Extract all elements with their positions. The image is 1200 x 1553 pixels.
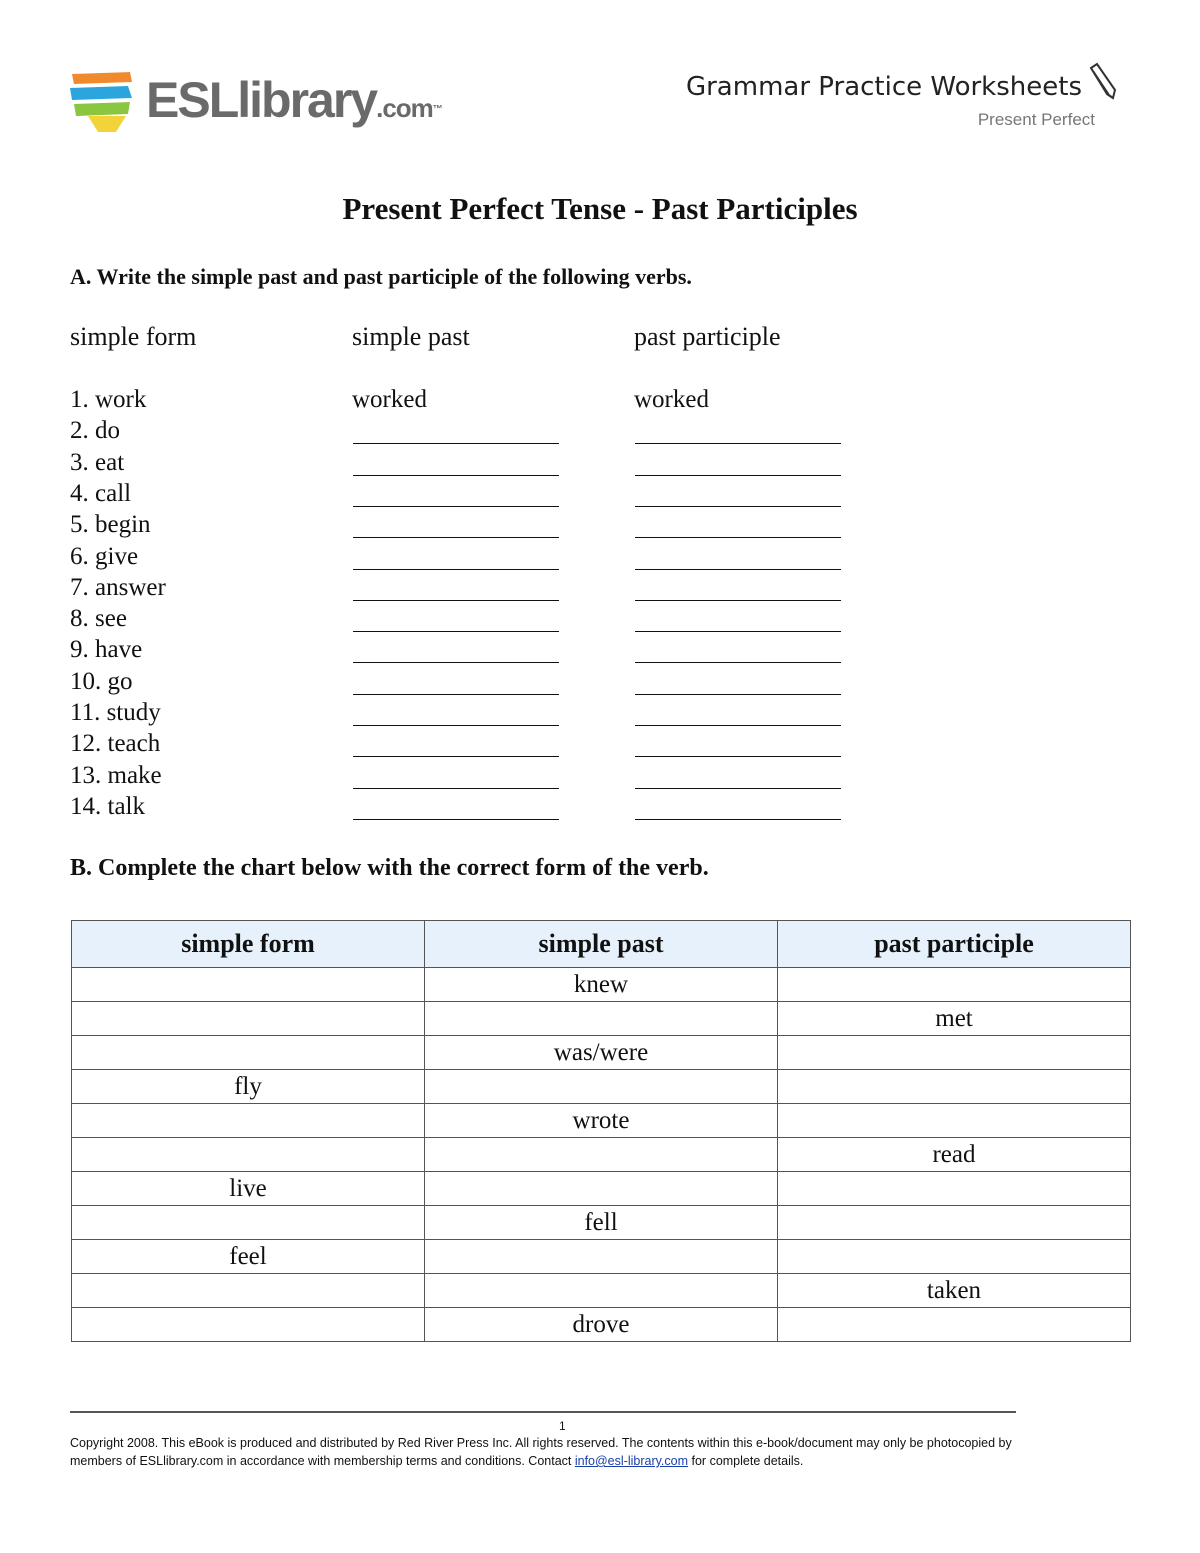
answer-blank-past[interactable]: [353, 537, 559, 538]
verb-item: 8. see: [70, 605, 127, 633]
verb-item: 12. teach: [70, 730, 161, 758]
chart-cell-simple-past: knew: [425, 968, 778, 1002]
pencil-icon: [1083, 62, 1119, 100]
series-title: Grammar Practice Worksheets: [685, 72, 1082, 102]
chart-cell-simple-past[interactable]: [425, 1172, 778, 1206]
chart-cell-past-participle: met: [778, 1002, 1131, 1036]
logo-wordmark: ESLlibrary.com™: [146, 72, 443, 128]
answer-blank-past[interactable]: [353, 569, 559, 570]
chart-cell-simple-form[interactable]: [72, 1002, 425, 1036]
answer-blank-participle[interactable]: [635, 600, 841, 601]
chart-cell-simple-form[interactable]: [72, 1104, 425, 1138]
answer-blank-past[interactable]: [353, 631, 559, 632]
chart-cell-simple-form: live: [72, 1172, 425, 1206]
answer-blank-past[interactable]: [353, 725, 559, 726]
chart-cell-simple-past: drove: [425, 1308, 778, 1342]
chart-cell-simple-past[interactable]: [425, 1138, 778, 1172]
verb-item: 6. give: [70, 542, 139, 570]
answer-blank-participle[interactable]: [635, 694, 841, 695]
esl-library-logo: [68, 68, 443, 138]
copyright-notice: Copyright 2008. This eBook is produced and distributed by Red River Press Inc. All rights reserved. The contents within this e-book/document may only be photocopied by members of ESLlibrary.com in accordance with membership terms and conditions. Contact info@esl-library.com for complete details.: [70, 1436, 1012, 1468]
answer-blank-participle[interactable]: [635, 443, 841, 444]
answer-blank-participle[interactable]: [635, 725, 841, 726]
verb-item: 3. eat: [70, 448, 125, 476]
table-row: [72, 968, 1131, 1002]
chart-cell-past-participle[interactable]: [778, 968, 1131, 1002]
series-subtitle: Present Perfect: [977, 110, 1095, 129]
table-row: [72, 1274, 1131, 1308]
table-row: [72, 1002, 1131, 1036]
chart-header-row: [72, 921, 1131, 968]
chart-cell-past-participle[interactable]: [778, 1308, 1131, 1342]
verb-item: 10. go: [70, 667, 133, 695]
verb-chart: [71, 920, 1131, 1342]
chart-cell-simple-form[interactable]: [72, 1138, 425, 1172]
verb-item: 7. answer: [70, 573, 166, 601]
chart-header-simple-form: simple form: [72, 921, 425, 968]
answer-blank-past[interactable]: [353, 600, 559, 601]
table-row: [72, 1070, 1131, 1104]
example-participle: worked: [634, 386, 709, 413]
answer-blank-past[interactable]: [353, 819, 559, 820]
chart-cell-past-participle[interactable]: [778, 1070, 1131, 1104]
chart-cell-past-participle[interactable]: [778, 1240, 1131, 1274]
verb-item: 14. talk: [70, 792, 145, 820]
answer-blank-participle[interactable]: [635, 475, 841, 476]
chart-cell-past-participle[interactable]: [778, 1172, 1131, 1206]
books-stack-icon: [68, 70, 136, 134]
verb-item: 5. begin: [70, 511, 151, 539]
verb-item: 4. call: [70, 479, 132, 507]
answer-blank-past[interactable]: [353, 506, 559, 507]
answer-blank-participle[interactable]: [635, 788, 841, 789]
chart-cell-simple-past: was/were: [425, 1036, 778, 1070]
chart-cell-simple-form: fly: [72, 1070, 425, 1104]
header-simple-form: simple form: [70, 322, 197, 351]
verb-item: 11. study: [70, 699, 161, 726]
table-row: [72, 1240, 1131, 1274]
header-simple-past: simple past: [352, 322, 470, 351]
section-a-instruction: A. Write the simple past and past participle of the following verbs.: [70, 264, 692, 289]
chart-header-past-participle: past participle: [778, 921, 1131, 968]
chart-cell-past-participle[interactable]: [778, 1036, 1131, 1070]
verb-item: 13. make: [70, 761, 162, 789]
table-row: [72, 1138, 1131, 1172]
chart-cell-simple-past[interactable]: [425, 1240, 778, 1274]
chart-cell-simple-form: feel: [72, 1240, 425, 1274]
answer-blank-past[interactable]: [353, 756, 559, 757]
answer-blank-past[interactable]: [353, 662, 559, 663]
chart-cell-simple-past[interactable]: [425, 1002, 778, 1036]
chart-cell-simple-form[interactable]: [72, 968, 425, 1002]
table-row: [72, 1206, 1131, 1240]
section-b-instruction: B. Complete the chart below with the correct form of the verb.: [70, 855, 709, 881]
answer-blank-past[interactable]: [353, 694, 559, 695]
answer-blank-participle[interactable]: [635, 756, 841, 757]
chart-header-simple-past: simple past: [425, 921, 778, 968]
answer-blank-participle[interactable]: [635, 569, 841, 570]
chart-cell-past-participle: taken: [778, 1274, 1131, 1308]
chart-cell-past-participle[interactable]: [778, 1104, 1131, 1138]
answer-blank-participle[interactable]: [635, 631, 841, 632]
verb-item: 9. have: [70, 636, 143, 664]
chart-cell-simple-form[interactable]: [72, 1308, 425, 1342]
chart-cell-simple-form[interactable]: [72, 1206, 425, 1240]
answer-blank-participle[interactable]: [635, 662, 841, 663]
chart-cell-simple-past: wrote: [425, 1104, 778, 1138]
answer-blank-past[interactable]: [353, 443, 559, 444]
table-row: [72, 1172, 1131, 1206]
answer-blank-participle[interactable]: [635, 506, 841, 507]
answer-blank-past[interactable]: [353, 788, 559, 789]
answer-blank-participle[interactable]: [635, 819, 841, 820]
chart-cell-past-participle[interactable]: [778, 1206, 1131, 1240]
table-row: [72, 1308, 1131, 1342]
page-number: 1: [559, 1419, 566, 1433]
answer-blank-participle[interactable]: [635, 537, 841, 538]
table-row: [72, 1036, 1131, 1070]
verb-item: 2. do: [70, 417, 120, 445]
verb-item: 1. work: [70, 386, 147, 413]
page-title: Present Perfect Tense - Past Participles: [342, 191, 858, 226]
header-past-participle: past participle: [634, 322, 781, 351]
contact-email-link[interactable]: info@esl-library.com: [574, 1454, 689, 1468]
chart-cell-simple-form[interactable]: [72, 1274, 425, 1308]
chart-cell-past-participle: read: [778, 1138, 1131, 1172]
chart-cell-simple-form[interactable]: [72, 1036, 425, 1070]
example-past: worked: [352, 386, 427, 413]
answer-blank-past[interactable]: [353, 475, 559, 476]
chart-cell-simple-past[interactable]: [425, 1274, 778, 1308]
table-row: [72, 1104, 1131, 1138]
chart-cell-simple-past[interactable]: [425, 1070, 778, 1104]
chart-cell-simple-past: fell: [425, 1206, 778, 1240]
footer-divider: [70, 1411, 1016, 1413]
